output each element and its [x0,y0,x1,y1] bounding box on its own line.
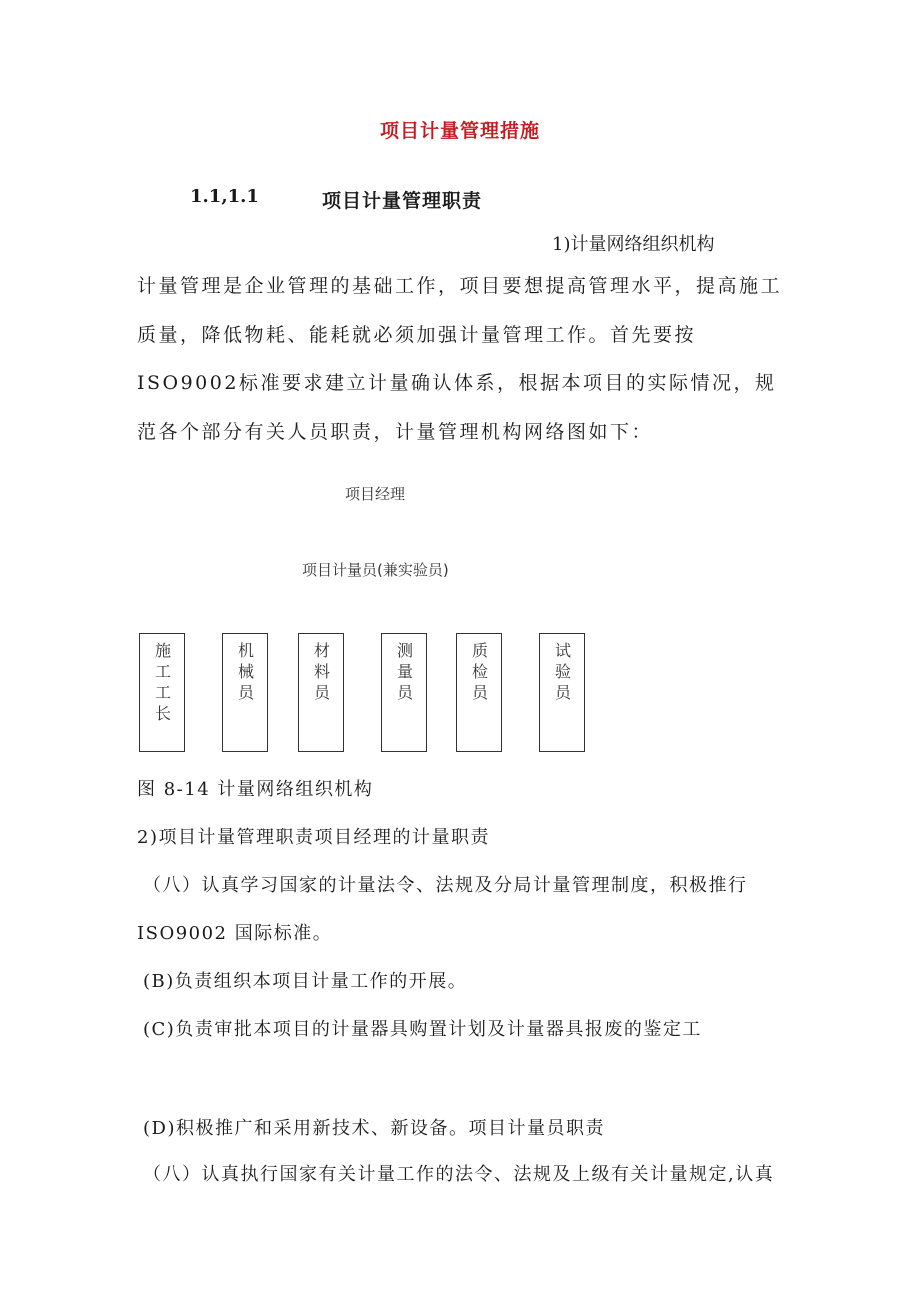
intro-paragraph: 计量管理是企业管理的基础工作，项目要想提高管理水平，提高施工质量，降低物耗、能耗就必须加强计量管理工作。首先要按ISO9002标准要求建立计量确认体系，根据本项目的实际情况，规范各个部分有关人员职责，计量管理机构网络图如下： [137,275,783,443]
org-box-label: 测量员 [394,642,414,705]
item-e: （八）认真执行国家有关计量工作的法令、法规及上级有关计量规定,认真 [143,1164,775,1185]
page-title: 项目计量管理措施 [379,120,540,142]
section-number: 1.1,1.1 [190,186,259,207]
org-node-metrologist: 项目计量员(兼实验员) [302,561,449,579]
org-box-materials [298,633,344,752]
org-box-label: 质检员 [469,642,489,705]
subsection-heading-1: 1)计量网络组织机构 [552,234,715,255]
org-box-machinery [222,633,268,752]
item-b: (B)负责组织本项目计量工作的开展。 [143,971,468,992]
org-box-label: 施工工长 [152,642,172,726]
item-c: (C)负责审批本项目的计量器具购置计划及计量器具报废的鉴定工 [143,1019,702,1040]
org-box-label: 机械员 [235,642,255,705]
org-node-project-manager: 项目经理 [345,485,406,503]
org-box-surveyor [381,633,427,752]
org-box-tester [539,633,585,752]
subsection-heading-2: 2)项目计量管理职责项目经理的计量职责 [137,827,490,848]
org-box-quality [456,633,502,752]
item-a-line2: ISO9002 国际标准。 [137,923,333,944]
section-title: 项目计量管理职责 [322,190,483,212]
figure-caption: 图 8-14 计量网络组织机构 [137,779,374,800]
org-box-label: 试验员 [552,642,572,705]
org-box-label: 材料员 [311,642,331,705]
item-a-line1: （八）认真学习国家的计量法令、法规及分局计量管理制度，积极推行 [143,875,748,896]
item-d: (D)积极推广和采用新技术、新设备。项目计量员职责 [143,1118,605,1139]
org-box-foreman [139,633,185,752]
